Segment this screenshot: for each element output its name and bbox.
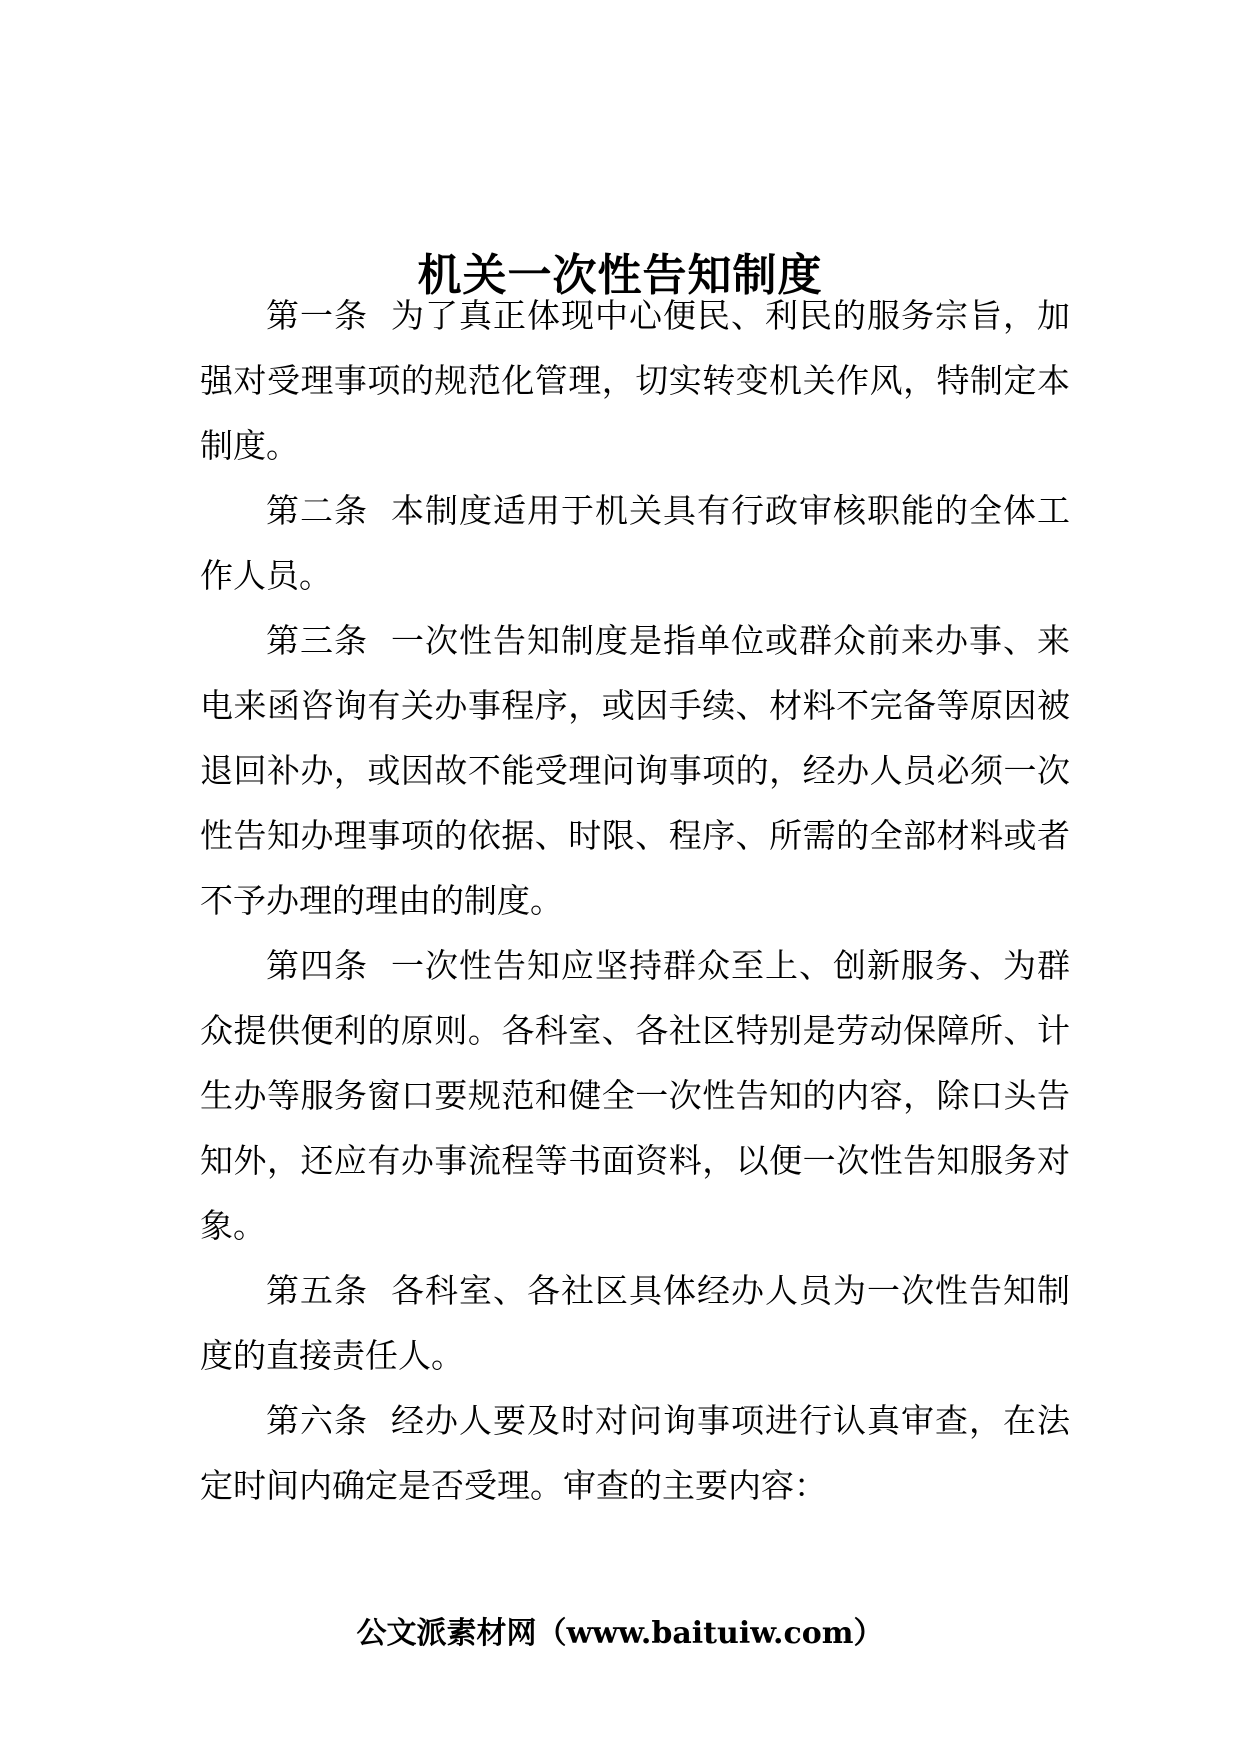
document-title: 机关一次性告知制度 — [417, 250, 823, 302]
document-body — [200, 283, 1070, 1518]
article-1: 第一条 为了真正体现中心便民、利民的服务宗旨，加强对受理事项的规范化管理，切实转变机关作风，特制定本制度。 — [200, 296, 1070, 465]
article-2: 第二条 本制度适用于机关具有行政审核职能的全体工作人员。 — [200, 491, 1070, 595]
article-5: 第五条 各科室、各社区具体经办人员为一次性告知制度的直接责任人。 — [200, 1271, 1070, 1375]
article-3: 第三条 一次性告知制度是指单位或群众前来办事、来电来函咨询有关办事程序，或因手续、材料不完备等原因被退回补办，或因故不能受理问询事项的，经办人员必须一次性告知办理事项的依据、时限、程序、所需的全部材料或者不予办理的理由的制度。 — [200, 621, 1070, 920]
article-4: 第四条 一次性告知应坚持群众至上、创新服务、为群众提供便利的原则。各科室、各社区特别是劳动保障所、计生办等服务窗口要规范和健全一次性告知的内容，除口头告知外，还应有办事流程等书面资料，以便一次性告知服务对象。 — [200, 946, 1070, 1245]
source-footer: 公文派素材网（www.baituiw.com） — [356, 1616, 884, 1651]
article-6: 第六条 经办人要及时对问询事项进行认真审查，在法定时间内确定是否受理。审查的主要内容： — [200, 1401, 1070, 1505]
